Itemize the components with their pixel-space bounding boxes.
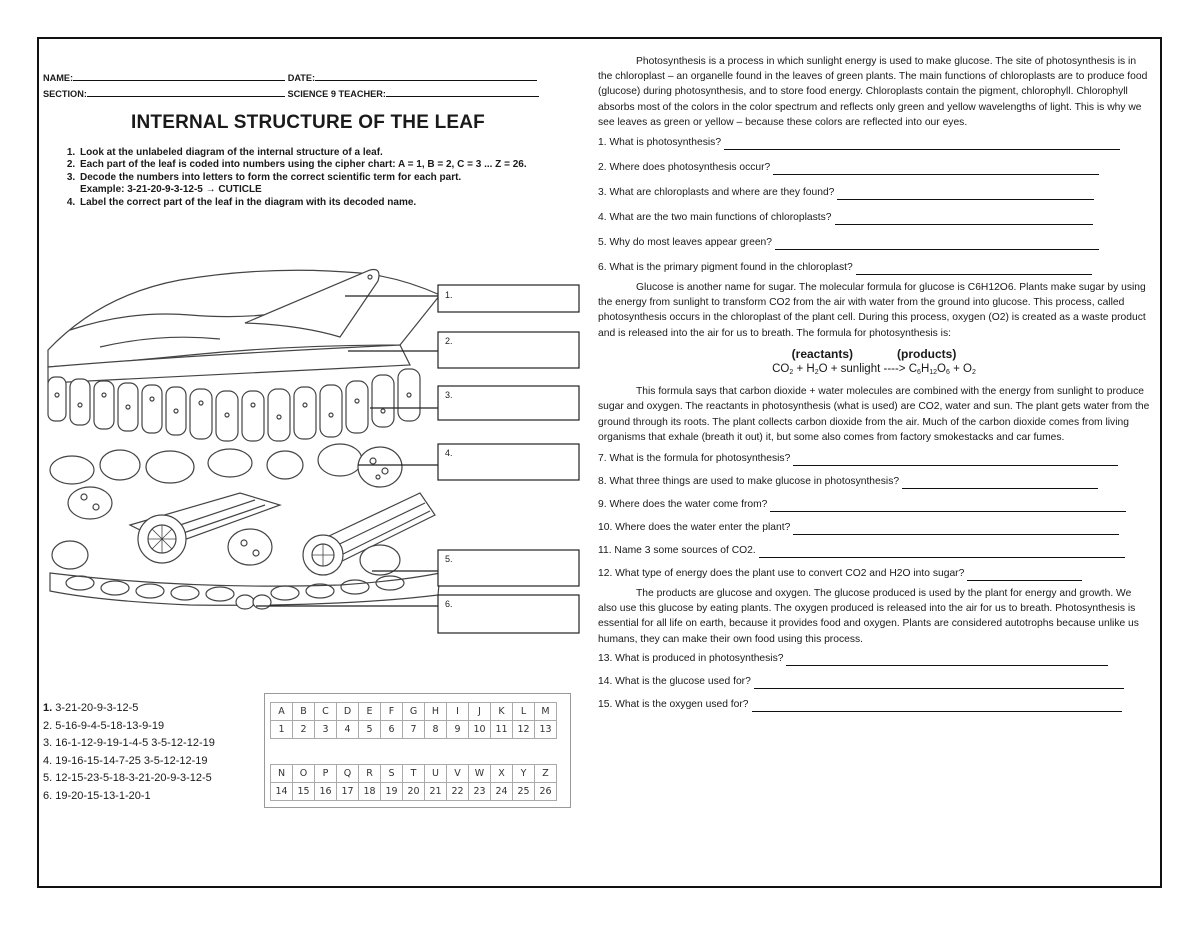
label-box-5[interactable] <box>438 550 579 586</box>
cipher-table-n-z <box>270 764 557 801</box>
cipher-number-cell: 26 <box>535 783 557 801</box>
reading-and-questions <box>598 54 1150 720</box>
cipher-letter-cell: W <box>469 765 491 783</box>
cipher-letter-cell: I <box>447 703 469 721</box>
answer-line[interactable] <box>835 214 1093 225</box>
answer-line[interactable] <box>902 478 1098 489</box>
label-box-4[interactable] <box>438 444 579 480</box>
cipher-letter-cell: R <box>359 765 381 783</box>
question-2: 2. Where does photosynthesis occur? <box>598 160 1150 175</box>
question-14: 14. What is the glucose used for? <box>598 674 1150 689</box>
instruction-item: 3. Decode the numbers into letters to form the correct scientific term for each part. Example: 3-21-20-9-3-12-5 → CUTICLE <box>78 172 598 197</box>
cipher-letter-cell: Z <box>535 765 557 783</box>
answer-line[interactable] <box>724 139 1120 150</box>
answer-line[interactable] <box>786 655 1108 666</box>
answer-line[interactable] <box>770 501 1126 512</box>
answer-line[interactable] <box>793 455 1118 466</box>
question-13: 13. What is produced in photosynthesis? <box>598 651 1150 666</box>
name-date-row <box>43 71 537 83</box>
coded-terms-list <box>43 700 215 805</box>
cipher-number-cell: 15 <box>293 783 315 801</box>
question-1: 1. What is photosynthesis? <box>598 135 1150 150</box>
cipher-number-cell: 21 <box>425 783 447 801</box>
instruction-item: 1. Look at the unlabeled diagram of the internal structure of a leaf. <box>78 147 598 159</box>
cipher-number-cell: 18 <box>359 783 381 801</box>
cipher-table-a-m <box>270 702 557 739</box>
question-9: 9. Where does the water come from? <box>598 497 1150 512</box>
coded-term: 1. 3-21-20-9-3-12-5 <box>43 702 139 714</box>
answer-line[interactable] <box>793 524 1119 535</box>
paragraph-photosynthesis-intro: Photosynthesis is a process in which sunlight energy is used to make glucose. The site of photosynthesis is in the chloroplast – an organelle found in the leaves of green plants. The main functions of chloroplasts are to produce food (glucose) during photosynthesis, and to store food energy. Chloroplasts contain the pigment, chlorophyll. Chlorophyll absorbs most of the colors in the color spectrum and reflects only green and yellow wavelengths of light. This is why we see leaves as green or yellow – because these colors are reflected into our eyes. <box>598 56 1148 128</box>
cipher-number-cell: 9 <box>447 721 469 739</box>
cipher-letter-cell: B <box>293 703 315 721</box>
coded-term: 4. 19-16-15-14-7-25 3-5-12-12-19 <box>43 754 208 767</box>
label-box-2[interactable] <box>438 332 579 368</box>
cipher-number-cell: 19 <box>381 783 403 801</box>
question-8: 8. What three things are used to make glucose in photosynthesis? <box>598 474 1150 489</box>
teacher-label: SCIENCE 9 TEACHER: <box>287 89 386 99</box>
cipher-letter-cell: P <box>315 765 337 783</box>
coded-term: 6. 19-20-15-13-1-20-1 <box>43 789 151 802</box>
example-text: Example: 3-21-20-9-3-12-5 → CUTICLE <box>80 184 262 196</box>
cipher-letter-cell: X <box>491 765 513 783</box>
cipher-letter-cell: S <box>381 765 403 783</box>
instructions-list <box>58 147 598 209</box>
cipher-letter-cell: M <box>535 703 557 721</box>
cipher-letter-cell: U <box>425 765 447 783</box>
answer-line[interactable] <box>967 570 1082 581</box>
section-teacher-row <box>43 87 539 99</box>
cipher-letter-cell: H <box>425 703 447 721</box>
name-label: NAME: <box>43 73 74 83</box>
cipher-number-cell: 8 <box>425 721 447 739</box>
answer-line[interactable] <box>837 189 1094 200</box>
cipher-letter-cell: T <box>403 765 425 783</box>
instruction-item: 2. Each part of the leaf is coded into numbers using the cipher chart: A = 1, B = 2, C = 3 ... Z = 26. <box>78 159 598 171</box>
label-number-2: 2. <box>445 336 453 346</box>
cipher-number-cell: 20 <box>403 783 425 801</box>
cipher-letter-cell: D <box>337 703 359 721</box>
cipher-chart <box>264 693 571 808</box>
label-box-6[interactable] <box>438 595 579 633</box>
cipher-letter-cell: C <box>315 703 337 721</box>
formula-equation: $CO_2 + H_2O$ + sunlight ----> $C_6H_{12}O_6 + O_2$ <box>772 363 976 377</box>
cipher-number-cell: 22 <box>447 783 469 801</box>
question-7: 7. What is the formula for photosynthesis? <box>598 451 1150 466</box>
cipher-number-cell: 5 <box>359 721 381 739</box>
question-3: 3. What are chloroplasts and where are they found? <box>598 185 1150 200</box>
question-11: 11. Name 3 some sources of CO2. <box>598 543 1150 558</box>
question-10: 10. Where does the water enter the plant? <box>598 520 1150 535</box>
question-6: 6. What is the primary pigment found in the chloroplast? <box>598 260 1150 275</box>
coded-term: 5. 12-15-23-5-18-3-21-20-9-3-12-5 <box>43 772 212 784</box>
reactants-heading: (reactants) <box>791 346 854 361</box>
worksheet-title: INTERNAL STRUCTURE OF THE LEAF <box>131 112 485 133</box>
leaf-cross-section-diagram <box>40 255 585 645</box>
cipher-letter-cell: L <box>513 703 535 721</box>
section-field[interactable] <box>87 87 285 97</box>
cipher-number-cell: 16 <box>315 783 337 801</box>
cipher-number-cell: 23 <box>469 783 491 801</box>
cipher-number-cell: 10 <box>469 721 491 739</box>
cipher-letter-cell: Y <box>513 765 535 783</box>
cipher-number-cell: 4 <box>337 721 359 739</box>
cipher-letter-cell: N <box>271 765 293 783</box>
label-number-5: 5. <box>445 554 453 564</box>
label-box-1[interactable] <box>438 285 579 312</box>
products-heading: (products) <box>897 346 957 361</box>
cipher-letter-cell: E <box>359 703 381 721</box>
answer-line[interactable] <box>752 701 1122 712</box>
label-number-4: 4. <box>445 448 453 458</box>
cipher-number-cell: 12 <box>513 721 535 739</box>
paragraph-products: The products are glucose and oxygen. The glucose produced is used by the plant for energy and growth. We also use this glucose by eating plants. The oxygen produced is released into the air for us to breath. Photosynthesis is essential for all life on earth, because it provides food and oxygen. Plants are considered autotrophs because unlike us humans, they can make their own food using this process. <box>598 588 1139 645</box>
cipher-letter-cell: Q <box>337 765 359 783</box>
cipher-number-cell: 2 <box>293 721 315 739</box>
cipher-number-cell: 13 <box>535 721 557 739</box>
cipher-letter-cell: G <box>403 703 425 721</box>
cipher-letter-cell: K <box>491 703 513 721</box>
section-label: SECTION: <box>43 89 87 99</box>
teacher-field[interactable] <box>386 87 539 97</box>
label-number-3: 3. <box>445 390 453 400</box>
cipher-number-cell: 14 <box>271 783 293 801</box>
paragraph-glucose: Glucose is another name for sugar. The molecular formula for glucose is C6H12O6. Plants make sugar by using the energy from sunlight to transform CO2 from the air with water from the ground into glucose. This process, called photosynthesis occurs in the chloroplast of the plant cell. During this process, oxygen (O2) is created as a waste product and is released into the air for us to breath. The formula for photosynthesis is: <box>598 282 1146 339</box>
answer-line[interactable] <box>759 547 1125 558</box>
cipher-letter-cell: V <box>447 765 469 783</box>
instruction-item: 4. Label the correct part of the leaf in the diagram with its decoded name. <box>78 197 598 209</box>
paragraph-formula-explanation: This formula says that carbon dioxide + water molecules are combined with the energy from sunlight to produce sugar and oxygen. The reactants in photosynthesis (what is used) are CO2, water and sun. The plant gets water from the ground through its roots. The plant collects carbon dioxide from the air. Much of the carbon dioxide comes from living organisms that exhale (breath it out) it, but some also comes from factory smokestacks and car fumes. <box>598 386 1150 443</box>
photosynthesis-formula <box>598 347 1150 380</box>
answer-line[interactable] <box>754 678 1124 689</box>
name-field[interactable] <box>73 71 285 81</box>
cipher-letter-cell: J <box>469 703 491 721</box>
cipher-letter-cell: F <box>381 703 403 721</box>
answer-line[interactable] <box>775 239 1099 250</box>
cipher-number-cell: 7 <box>403 721 425 739</box>
coded-term: 2. 5-16-9-4-5-18-13-9-19 <box>43 719 165 732</box>
question-15: 15. What is the oxygen used for? <box>598 697 1150 712</box>
cipher-number-cell: 3 <box>315 721 337 739</box>
label-number-6: 6. <box>445 599 453 609</box>
question-4: 4. What are the two main functions of chloroplasts? <box>598 210 1150 225</box>
answer-line[interactable] <box>773 164 1099 175</box>
label-number-1: 1. <box>445 290 453 300</box>
question-12: 12. What type of energy does the plant use to convert CO2 and H2O into sugar? <box>598 566 1150 581</box>
question-5: 5. Why do most leaves appear green? <box>598 235 1150 250</box>
label-box-3[interactable] <box>438 386 579 420</box>
date-field[interactable] <box>315 71 537 81</box>
cipher-letter-cell: O <box>293 765 315 783</box>
cipher-letter-cell: A <box>271 703 293 721</box>
cipher-number-cell: 25 <box>513 783 535 801</box>
cipher-number-cell: 11 <box>491 721 513 739</box>
cipher-number-cell: 17 <box>337 783 359 801</box>
cipher-number-cell: 6 <box>381 721 403 739</box>
answer-line[interactable] <box>856 264 1092 275</box>
coded-term: 3. 16-1-12-9-19-1-4-5 3-5-12-12-19 <box>43 737 215 749</box>
cipher-number-cell: 24 <box>491 783 513 801</box>
cipher-number-cell: 1 <box>271 721 293 739</box>
date-label: DATE: <box>287 73 316 83</box>
